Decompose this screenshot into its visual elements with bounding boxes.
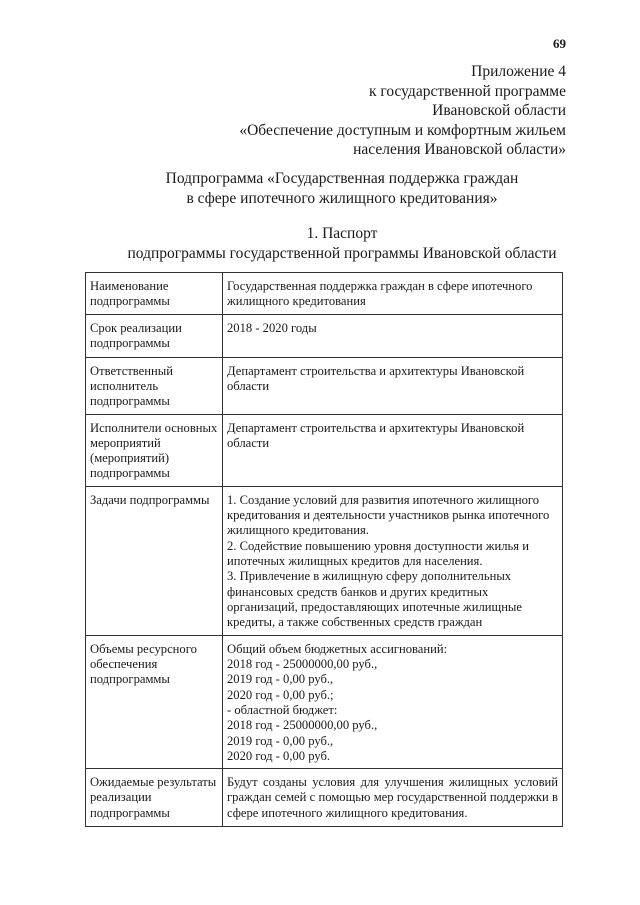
page-number: 69 bbox=[553, 36, 566, 51]
table-row bbox=[86, 414, 563, 486]
row-label: Объемы ресурсного обеспечения подпрограммы bbox=[86, 635, 223, 768]
row-label: Задачи подпрограммы bbox=[86, 486, 223, 635]
appendix-header bbox=[239, 62, 566, 160]
row-label: Наименование подпрограммы bbox=[86, 273, 223, 315]
row-value: 2018 - 2020 годы bbox=[223, 314, 563, 357]
section-heading-line: подпрограммы государственной программы Ивановской области bbox=[127, 244, 557, 262]
row-value: Будут созданы условия для улучшения жилищных условий граждан семей с помощью мер государственной поддержки в сфере ипотечного жилищного кредитования. bbox=[223, 769, 563, 827]
row-value bbox=[223, 635, 563, 768]
subprogram-title-line: в сфере ипотечного жилищного кредитования» bbox=[186, 189, 498, 207]
row-label: Срок реализации подпрограммы bbox=[86, 314, 223, 357]
appendix-line: к государственной программе bbox=[368, 82, 566, 100]
table-row bbox=[86, 314, 563, 357]
budget-line: 2020 год - 0,00 руб.; bbox=[227, 687, 334, 702]
subprogram-title-line: Подпрограмма «Государственная поддержка граждан bbox=[165, 170, 519, 187]
row-value: Департамент строительства и архитектуры Ивановской области bbox=[223, 357, 563, 414]
appendix-line: Приложение 4 bbox=[471, 63, 566, 80]
budget-line: Общий объем бюджетных ассигнований: bbox=[227, 641, 448, 656]
section-heading bbox=[0, 224, 640, 263]
task-item: 1. Создание условий для развития ипотечного жилищного кредитования и деятельности участников рынка ипотечного жилищного кредитования. bbox=[227, 492, 550, 538]
subprogram-title bbox=[0, 169, 640, 208]
budget-line: 2019 год - 0,00 руб., bbox=[227, 733, 334, 748]
table-row bbox=[86, 769, 563, 827]
appendix-line: Ивановской области bbox=[432, 102, 566, 119]
section-heading-line: 1. Паспорт bbox=[306, 225, 378, 242]
appendix-line: «Обеспечение доступным и комфортным жильем bbox=[239, 121, 566, 139]
row-value: Департамент строительства и архитектуры Ивановской области bbox=[223, 414, 563, 486]
row-value: Государственная поддержка граждан в сфере ипотечного жилищного кредитования bbox=[223, 273, 563, 315]
task-item: 2. Содействие повышению уровня доступности жилья и ипотечных жилищных кредитов для населения. bbox=[227, 538, 529, 568]
table-row bbox=[86, 635, 563, 768]
budget-line: - областной бюджет: bbox=[227, 702, 338, 717]
row-value bbox=[223, 486, 563, 635]
task-item: 3. Привлечение в жилищную сферу дополнительных финансовых средств банков и других кредитных организаций, предоставляющих ипотечные жилищные кредиты, а также собственных средств граждан bbox=[227, 569, 522, 630]
budget-line: 2018 год - 25000000,00 руб., bbox=[227, 657, 378, 672]
budget-line: 2018 год - 25000000,00 руб., bbox=[227, 718, 378, 733]
row-label: Ожидаемые результаты реализации подпрограммы bbox=[86, 769, 223, 827]
row-label: Ответственный исполнитель подпрограммы bbox=[86, 357, 223, 414]
passport-table bbox=[85, 272, 563, 827]
budget-line: 2019 год - 0,00 руб., bbox=[227, 672, 334, 687]
budget-line: 2020 год - 0,00 руб. bbox=[227, 748, 331, 763]
row-label: Исполнители основных мероприятий (мероприятий) подпрограммы bbox=[86, 414, 223, 486]
table-row bbox=[86, 486, 563, 635]
table-row bbox=[86, 357, 563, 414]
appendix-line: населения Ивановской области» bbox=[353, 141, 566, 158]
table-row bbox=[86, 273, 563, 315]
